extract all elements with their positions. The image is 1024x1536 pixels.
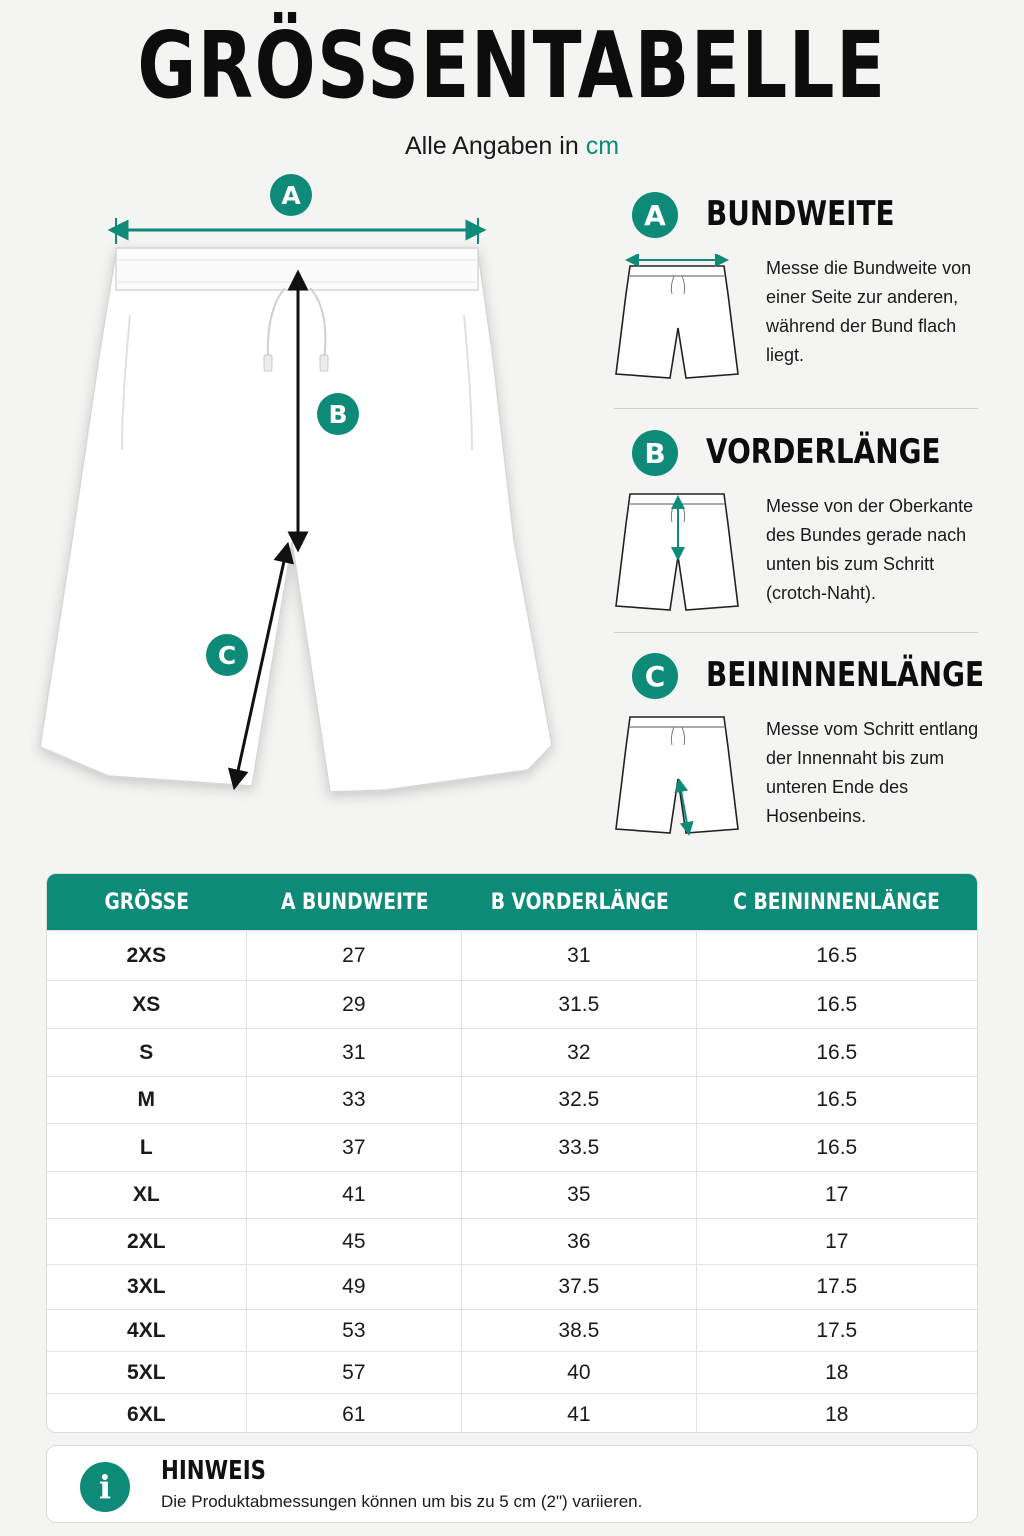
table-cell: 61 <box>247 1394 463 1433</box>
table-cell: 17.5 <box>816 1275 858 1298</box>
legend-title-beininnenlaenge: BEININNENLÄNGE <box>706 655 985 695</box>
column-header-groesse: GRÖSSE <box>104 889 190 915</box>
table-cell: 35 <box>462 1172 697 1218</box>
table-cell: 17 <box>825 1183 849 1206</box>
table-cell: 18 <box>825 1360 849 1384</box>
table-cell: 45 <box>247 1219 463 1264</box>
table-cell: 6XL <box>47 1394 247 1433</box>
table-cell: S <box>47 1029 247 1076</box>
note-title: HINWEIS <box>161 1456 266 1486</box>
table-cell: 16.5 <box>816 1040 858 1064</box>
table-cell: 49 <box>247 1265 463 1309</box>
size-table <box>46 873 978 1433</box>
table-cell: XL <box>47 1172 247 1218</box>
shorts-thumbnail-b <box>612 492 744 620</box>
table-cell: 32 <box>462 1029 697 1076</box>
table-row <box>47 980 977 1028</box>
table-cell: 33 <box>247 1077 463 1123</box>
table-cell: 41 <box>462 1394 697 1433</box>
table-cell: 16.5 <box>816 943 858 967</box>
table-cell: 18 <box>825 1402 849 1426</box>
table-row <box>47 1076 977 1123</box>
legend-desc-beininnenlaenge: Messe vom Schritt entlang der Innennaht bis zum unteren Ende des Hosenbeins. <box>766 719 979 826</box>
shorts-shape <box>40 248 552 792</box>
legend-title-vorderlaenge: VORDERLÄNGE <box>706 432 941 472</box>
table-cell: 33.5 <box>462 1124 697 1171</box>
table-cell: 31 <box>247 1029 463 1076</box>
table-cell: 17 <box>825 1229 849 1253</box>
table-row <box>47 1351 977 1393</box>
table-cell: 16.5 <box>816 992 858 1016</box>
table-cell: M <box>47 1077 247 1123</box>
legend-badge-c: C <box>632 653 678 699</box>
table-row <box>47 1218 977 1264</box>
table-cell: 16.5 <box>816 1135 858 1159</box>
table-row <box>47 1264 977 1309</box>
legend-badge-a: A <box>632 192 678 238</box>
table-cell: 37.5 <box>462 1265 697 1309</box>
table-row <box>47 1171 977 1218</box>
badge-b-label: B <box>328 400 348 429</box>
table-row <box>47 1393 977 1433</box>
column-header-vorderlaenge: B VORDERLÄNGE <box>490 889 669 915</box>
table-cell: 29 <box>247 981 463 1028</box>
table-cell: XS <box>47 981 247 1028</box>
table-body <box>47 930 977 1433</box>
legend-desc-vorderlaenge: Messe von der Oberkante des Bundes gerade nach unten bis zum Schritt (crotch-Naht). <box>766 496 974 603</box>
table-cell: L <box>47 1124 247 1171</box>
badge-c-label: C <box>217 641 237 670</box>
shorts-measurement-diagram <box>30 170 590 810</box>
column-header-beininnenlaenge: C BEININNENLÄNGE <box>733 889 941 915</box>
table-row <box>47 1028 977 1076</box>
table-row <box>47 1123 977 1171</box>
note-box <box>46 1445 978 1523</box>
legend-title-bundweite: BUNDWEITE <box>706 194 895 234</box>
column-header-bundweite: A BUNDWEITE <box>280 889 429 915</box>
legend-divider <box>614 632 978 633</box>
table-cell: 37 <box>247 1124 463 1171</box>
table-cell: 27 <box>247 931 463 980</box>
table-cell: 31.5 <box>462 981 697 1028</box>
table-cell: 5XL <box>47 1352 247 1393</box>
table-cell: 38.5 <box>462 1310 697 1351</box>
subtitle-prefix: Alle Angaben in <box>404 132 579 160</box>
table-cell: 40 <box>462 1352 697 1393</box>
legend-divider <box>614 408 978 409</box>
table-cell: 57 <box>247 1352 463 1393</box>
table-cell: 32.5 <box>462 1077 697 1123</box>
legend-desc-bundweite: Messe die Bundweite von einer Seite zur anderen, während der Bund flach liegt. <box>766 258 972 365</box>
table-cell: 53 <box>247 1310 463 1351</box>
shorts-thumbnail-a <box>612 254 744 382</box>
legend-badge-b: B <box>632 430 678 476</box>
table-cell: 2XL <box>47 1219 247 1264</box>
page-title: GRÖSSENTABELLE <box>137 12 887 119</box>
info-icon: i <box>80 1462 130 1512</box>
table-cell: 3XL <box>47 1265 247 1309</box>
badge-a-label: A <box>281 181 301 210</box>
note-text: Die Produktabmessungen können um bis zu 5 cm (2") variieren. <box>161 1492 643 1511</box>
table-cell: 17.5 <box>816 1318 858 1342</box>
table-row <box>47 1309 977 1351</box>
shorts-thumbnail-c <box>612 715 744 843</box>
table-cell: 2XS <box>47 931 247 980</box>
table-cell: 16.5 <box>816 1088 858 1111</box>
table-row <box>47 930 977 980</box>
subtitle-unit: cm <box>585 132 620 160</box>
table-cell: 31 <box>462 931 697 980</box>
table-cell: 4XL <box>47 1310 247 1351</box>
page-subtitle <box>0 132 1024 161</box>
table-cell: 41 <box>247 1172 463 1218</box>
table-header-row <box>47 874 977 930</box>
table-cell: 36 <box>462 1219 697 1264</box>
